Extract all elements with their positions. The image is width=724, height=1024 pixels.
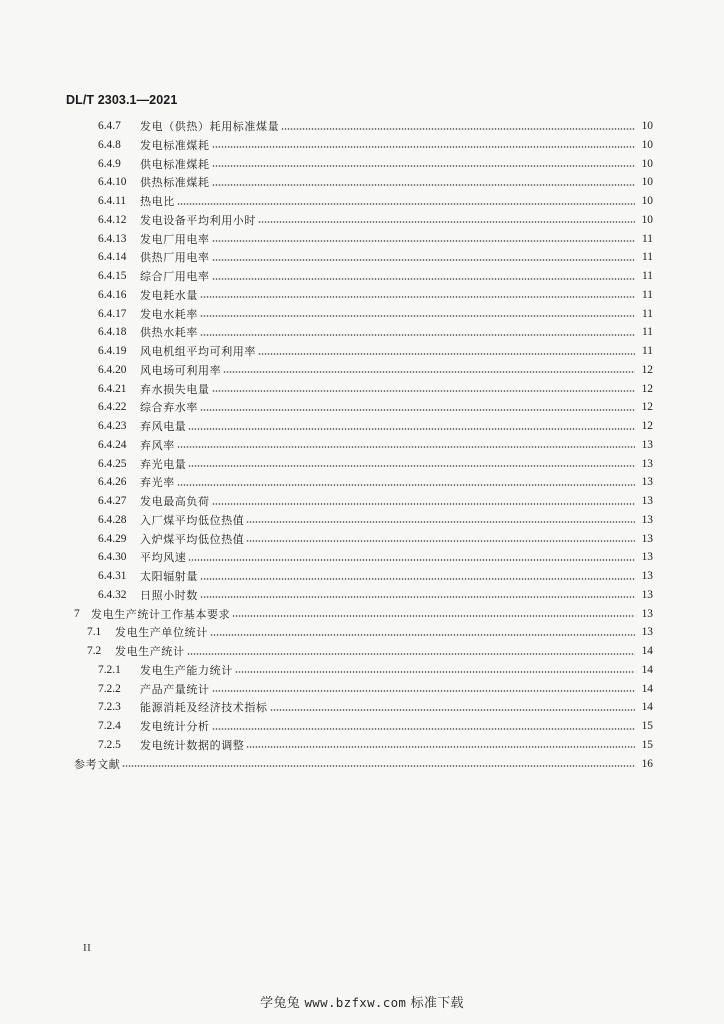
toc-entry[interactable] xyxy=(74,605,653,624)
toc-entry[interactable] xyxy=(98,455,653,474)
toc-entry-title: 发电设备平均利用小时 xyxy=(140,213,256,227)
toc-entry-page: 13 xyxy=(641,495,653,507)
toc-entry-number: 6.4.7 xyxy=(98,120,121,132)
toc-entry[interactable] xyxy=(74,755,653,774)
toc-entry[interactable] xyxy=(98,680,653,699)
toc-entry-number: 6.4.13 xyxy=(98,232,127,245)
toc-entry-page: 12 xyxy=(641,363,653,376)
toc-entry-page: 15 xyxy=(641,720,653,732)
toc-entry-number: 7.2.4 xyxy=(98,720,121,732)
toc-entry[interactable] xyxy=(98,248,653,267)
toc-entry-title: 太阳辐射量 xyxy=(140,570,198,583)
toc-entry[interactable] xyxy=(98,323,653,342)
toc-entry[interactable] xyxy=(98,361,653,380)
toc-entry-title: 供热标准煤耗 xyxy=(140,176,210,190)
toc-entry[interactable] xyxy=(98,342,653,361)
toc-entry-number: 7.2.1 xyxy=(98,663,121,676)
toc-dot-leader xyxy=(246,521,635,523)
toc-entry-page: 13 xyxy=(641,626,653,639)
toc-entry-page: 10 xyxy=(641,138,653,151)
toc-entry[interactable] xyxy=(87,642,653,661)
toc-entry-number: 6.4.22 xyxy=(98,401,127,414)
toc-entry-title: 参考文献 xyxy=(74,757,121,771)
toc-entry-title: 风电机组平均可利用率 xyxy=(140,345,256,358)
toc-entry-page: 10 xyxy=(641,213,653,226)
toc-entry-title: 发电生产统计 xyxy=(115,645,185,658)
toc-entry[interactable] xyxy=(98,398,653,417)
toc-dot-leader xyxy=(177,484,635,486)
toc-dot-leader xyxy=(246,746,635,748)
toc-dot-leader xyxy=(200,296,635,298)
toc-entry-page: 16 xyxy=(641,757,653,770)
toc-dot-leader xyxy=(200,578,635,580)
toc-entry-number: 7.2.5 xyxy=(98,738,121,751)
toc-dot-leader xyxy=(258,353,635,355)
toc-dot-leader xyxy=(200,315,635,317)
toc-entry-number: 6.4.20 xyxy=(98,363,127,376)
document-code-header: DL/T 2303.1—2021 xyxy=(66,93,178,107)
toc-entry-page: 12 xyxy=(641,401,653,414)
toc-entry-number: 6.4.30 xyxy=(98,551,127,564)
toc-entry-page: 12 xyxy=(641,382,653,395)
toc-entry-page: 10 xyxy=(641,176,653,189)
toc-entry-page: 13 xyxy=(641,532,653,545)
toc-entry-page: 14 xyxy=(641,701,653,714)
toc-entry-page: 14 xyxy=(641,682,653,695)
toc-entry-number: 6.4.29 xyxy=(98,532,127,545)
toc-entry[interactable] xyxy=(98,155,653,174)
toc-dot-leader xyxy=(188,465,635,467)
toc-dot-leader xyxy=(210,634,635,636)
toc-dot-leader xyxy=(281,128,635,130)
toc-entry-number: 7.2 xyxy=(87,645,102,657)
toc-entry-page: 11 xyxy=(642,251,653,264)
toc-entry-page: 13 xyxy=(641,513,653,526)
toc-entry[interactable] xyxy=(98,511,653,530)
toc-entry[interactable] xyxy=(98,530,653,549)
toc-entry[interactable] xyxy=(87,623,653,642)
toc-entry[interactable] xyxy=(98,173,653,192)
toc-entry-title: 弃风率 xyxy=(140,438,175,452)
watermark-url[interactable]: www.bzfxw.com xyxy=(304,995,407,1010)
toc-dot-leader xyxy=(212,146,635,148)
toc-entry-number: 6.4.32 xyxy=(98,588,127,601)
toc-entry-page: 10 xyxy=(641,195,653,207)
toc-entry-title: 发电（供热）耗用标准煤量 xyxy=(140,120,280,133)
toc-dot-leader xyxy=(270,709,635,711)
toc-entry-number: 6.4.24 xyxy=(98,438,127,451)
toc-entry-title: 平均风速 xyxy=(140,551,187,565)
toc-entry-page: 13 xyxy=(641,551,653,564)
toc-dot-leader xyxy=(223,371,635,373)
toc-entry-title: 发电标准煤耗 xyxy=(140,138,210,152)
toc-entry-number: 7 xyxy=(74,607,80,620)
toc-dot-leader xyxy=(177,446,635,448)
toc-entry-page: 11 xyxy=(642,326,653,339)
toc-dot-leader xyxy=(246,540,635,542)
watermark-name: 学兔兔 xyxy=(260,996,301,1011)
toc-entry-page: 10 xyxy=(641,157,653,170)
toc-entry[interactable] xyxy=(98,305,653,324)
toc-entry-page: 13 xyxy=(641,570,653,582)
toc-entry-title: 供热水耗率 xyxy=(140,326,198,340)
toc-entry-number: 6.4.25 xyxy=(98,457,127,470)
toc-entry-title: 供电标准煤耗 xyxy=(140,157,210,171)
toc-entry[interactable] xyxy=(98,492,653,511)
toc-entry[interactable] xyxy=(98,380,653,399)
toc-entry-page: 15 xyxy=(641,738,653,751)
toc-entry-number: 6.4.14 xyxy=(98,251,127,264)
toc-entry-title: 弃光电量 xyxy=(140,457,187,471)
toc-entry-title: 弃水损失电量 xyxy=(140,382,210,396)
toc-entry-number: 6.4.21 xyxy=(98,382,127,395)
toc-entry-title: 日照小时数 xyxy=(140,588,198,602)
toc-entry-page: 10 xyxy=(641,120,653,132)
toc-entry-page: 13 xyxy=(641,457,653,470)
toc-entry[interactable] xyxy=(98,717,653,736)
toc-entry-title: 产品产量统计 xyxy=(140,682,210,696)
toc-dot-leader xyxy=(177,203,635,205)
toc-entry-title: 综合弃水率 xyxy=(140,401,198,415)
toc-entry[interactable] xyxy=(98,417,653,436)
toc-entry[interactable] xyxy=(98,117,653,136)
toc-dot-leader xyxy=(188,428,635,430)
toc-entry-title: 发电水耗率 xyxy=(140,307,198,321)
toc-entry-title: 弃风电量 xyxy=(140,420,187,433)
toc-entry[interactable] xyxy=(98,548,653,567)
toc-entry-number: 7.2.3 xyxy=(98,701,121,714)
toc-dot-leader xyxy=(212,690,635,692)
toc-entry-title: 风电场可利用率 xyxy=(140,363,222,377)
toc-entry-number: 6.4.16 xyxy=(98,288,127,301)
toc-entry-number: 6.4.9 xyxy=(98,157,121,170)
toc-entry-page: 11 xyxy=(642,288,653,301)
toc-entry-number: 6.4.12 xyxy=(98,213,127,226)
toc-entry[interactable] xyxy=(98,136,653,155)
toc-entry-page: 11 xyxy=(642,270,653,282)
toc-dot-leader xyxy=(258,221,635,223)
toc-entry-number: 6.4.18 xyxy=(98,326,127,339)
toc-entry-title: 综合厂用电率 xyxy=(140,270,210,283)
toc-entry-page: 13 xyxy=(641,438,653,451)
toc-entry[interactable] xyxy=(98,473,653,492)
toc-entry-title: 发电生产能力统计 xyxy=(140,663,233,677)
toc-entry-page: 11 xyxy=(642,345,653,357)
toc-dot-leader xyxy=(212,278,635,280)
toc-entry[interactable] xyxy=(98,736,653,755)
toc-dot-leader xyxy=(200,334,635,336)
toc-entry[interactable] xyxy=(98,436,653,455)
toc-entry[interactable] xyxy=(98,661,653,680)
toc-entry[interactable] xyxy=(98,698,653,717)
toc-entry[interactable] xyxy=(98,567,653,586)
toc-dot-leader xyxy=(200,596,635,598)
toc-dot-leader xyxy=(235,671,635,673)
toc-entry-number: 6.4.19 xyxy=(98,345,127,357)
page-number: II xyxy=(83,942,92,954)
toc-entry-number: 6.4.15 xyxy=(98,270,127,282)
toc-entry-title: 发电耗水量 xyxy=(140,288,198,302)
watermark-suffix: 标准下载 xyxy=(410,996,464,1011)
toc-entry[interactable] xyxy=(98,211,653,230)
toc-dot-leader xyxy=(122,765,635,767)
toc-entry-title: 发电最高负荷 xyxy=(140,495,210,508)
toc-entry-number: 6.4.31 xyxy=(98,570,127,582)
toc-entry-page: 14 xyxy=(641,663,653,676)
toc-dot-leader xyxy=(232,615,635,617)
toc-entry-number: 6.4.17 xyxy=(98,307,127,320)
toc-entry-page: 11 xyxy=(642,232,653,245)
toc-dot-leader xyxy=(212,165,635,167)
toc-entry-page: 11 xyxy=(642,307,653,320)
toc-dot-leader xyxy=(188,559,635,561)
toc-entry-title: 供热厂用电率 xyxy=(140,251,210,265)
toc-dot-leader xyxy=(212,184,635,186)
toc-entry-title: 发电统计数据的调整 xyxy=(140,738,245,752)
toc-dot-leader xyxy=(200,409,635,411)
toc-entry[interactable] xyxy=(98,192,653,211)
toc-entry[interactable] xyxy=(98,267,653,286)
toc-entry-page: 14 xyxy=(641,645,653,657)
toc-entry-title: 发电统计分析 xyxy=(140,720,210,733)
toc-entry-title: 入炉煤平均低位热值 xyxy=(140,532,245,546)
toc-dot-leader xyxy=(212,259,635,261)
toc-entry-page: 13 xyxy=(641,476,653,489)
toc-entry[interactable] xyxy=(98,586,653,605)
toc-entry-title: 入厂煤平均低位热值 xyxy=(140,513,245,527)
toc-entry-number: 6.4.28 xyxy=(98,513,127,526)
toc-dot-leader xyxy=(212,240,635,242)
toc-entry-title: 发电生产单位统计 xyxy=(115,626,208,640)
toc-dot-leader xyxy=(212,390,635,392)
toc-entry-page: 12 xyxy=(641,420,653,432)
watermark-footer xyxy=(0,992,724,1011)
toc-entry[interactable] xyxy=(98,230,653,249)
toc-dot-leader xyxy=(187,653,635,655)
toc-entry-title: 弃光率 xyxy=(140,476,175,490)
toc-entry-page: 13 xyxy=(641,588,653,601)
toc-entry-title: 热电比 xyxy=(140,195,175,208)
toc-entry-number: 7.1 xyxy=(87,626,102,639)
toc-entry-number: 6.4.26 xyxy=(98,476,127,489)
toc-entry-number: 6.4.8 xyxy=(98,138,121,151)
toc-entry[interactable] xyxy=(98,286,653,305)
toc-entry-number: 6.4.23 xyxy=(98,420,127,432)
toc-dot-leader xyxy=(212,728,635,730)
toc-entry-number: 6.4.27 xyxy=(98,495,127,507)
toc-entry-number: 6.4.10 xyxy=(98,176,127,189)
toc-entry-number: 6.4.11 xyxy=(98,195,127,207)
toc-entry-title: 发电厂用电率 xyxy=(140,232,210,246)
toc-entry-title: 能源消耗及经济技术指标 xyxy=(140,701,268,715)
toc-entry-title: 发电生产统计工作基本要求 xyxy=(91,607,231,621)
toc-entry-page: 13 xyxy=(641,607,653,620)
toc-entry-number: 7.2.2 xyxy=(98,682,121,695)
toc-dot-leader xyxy=(212,503,635,505)
